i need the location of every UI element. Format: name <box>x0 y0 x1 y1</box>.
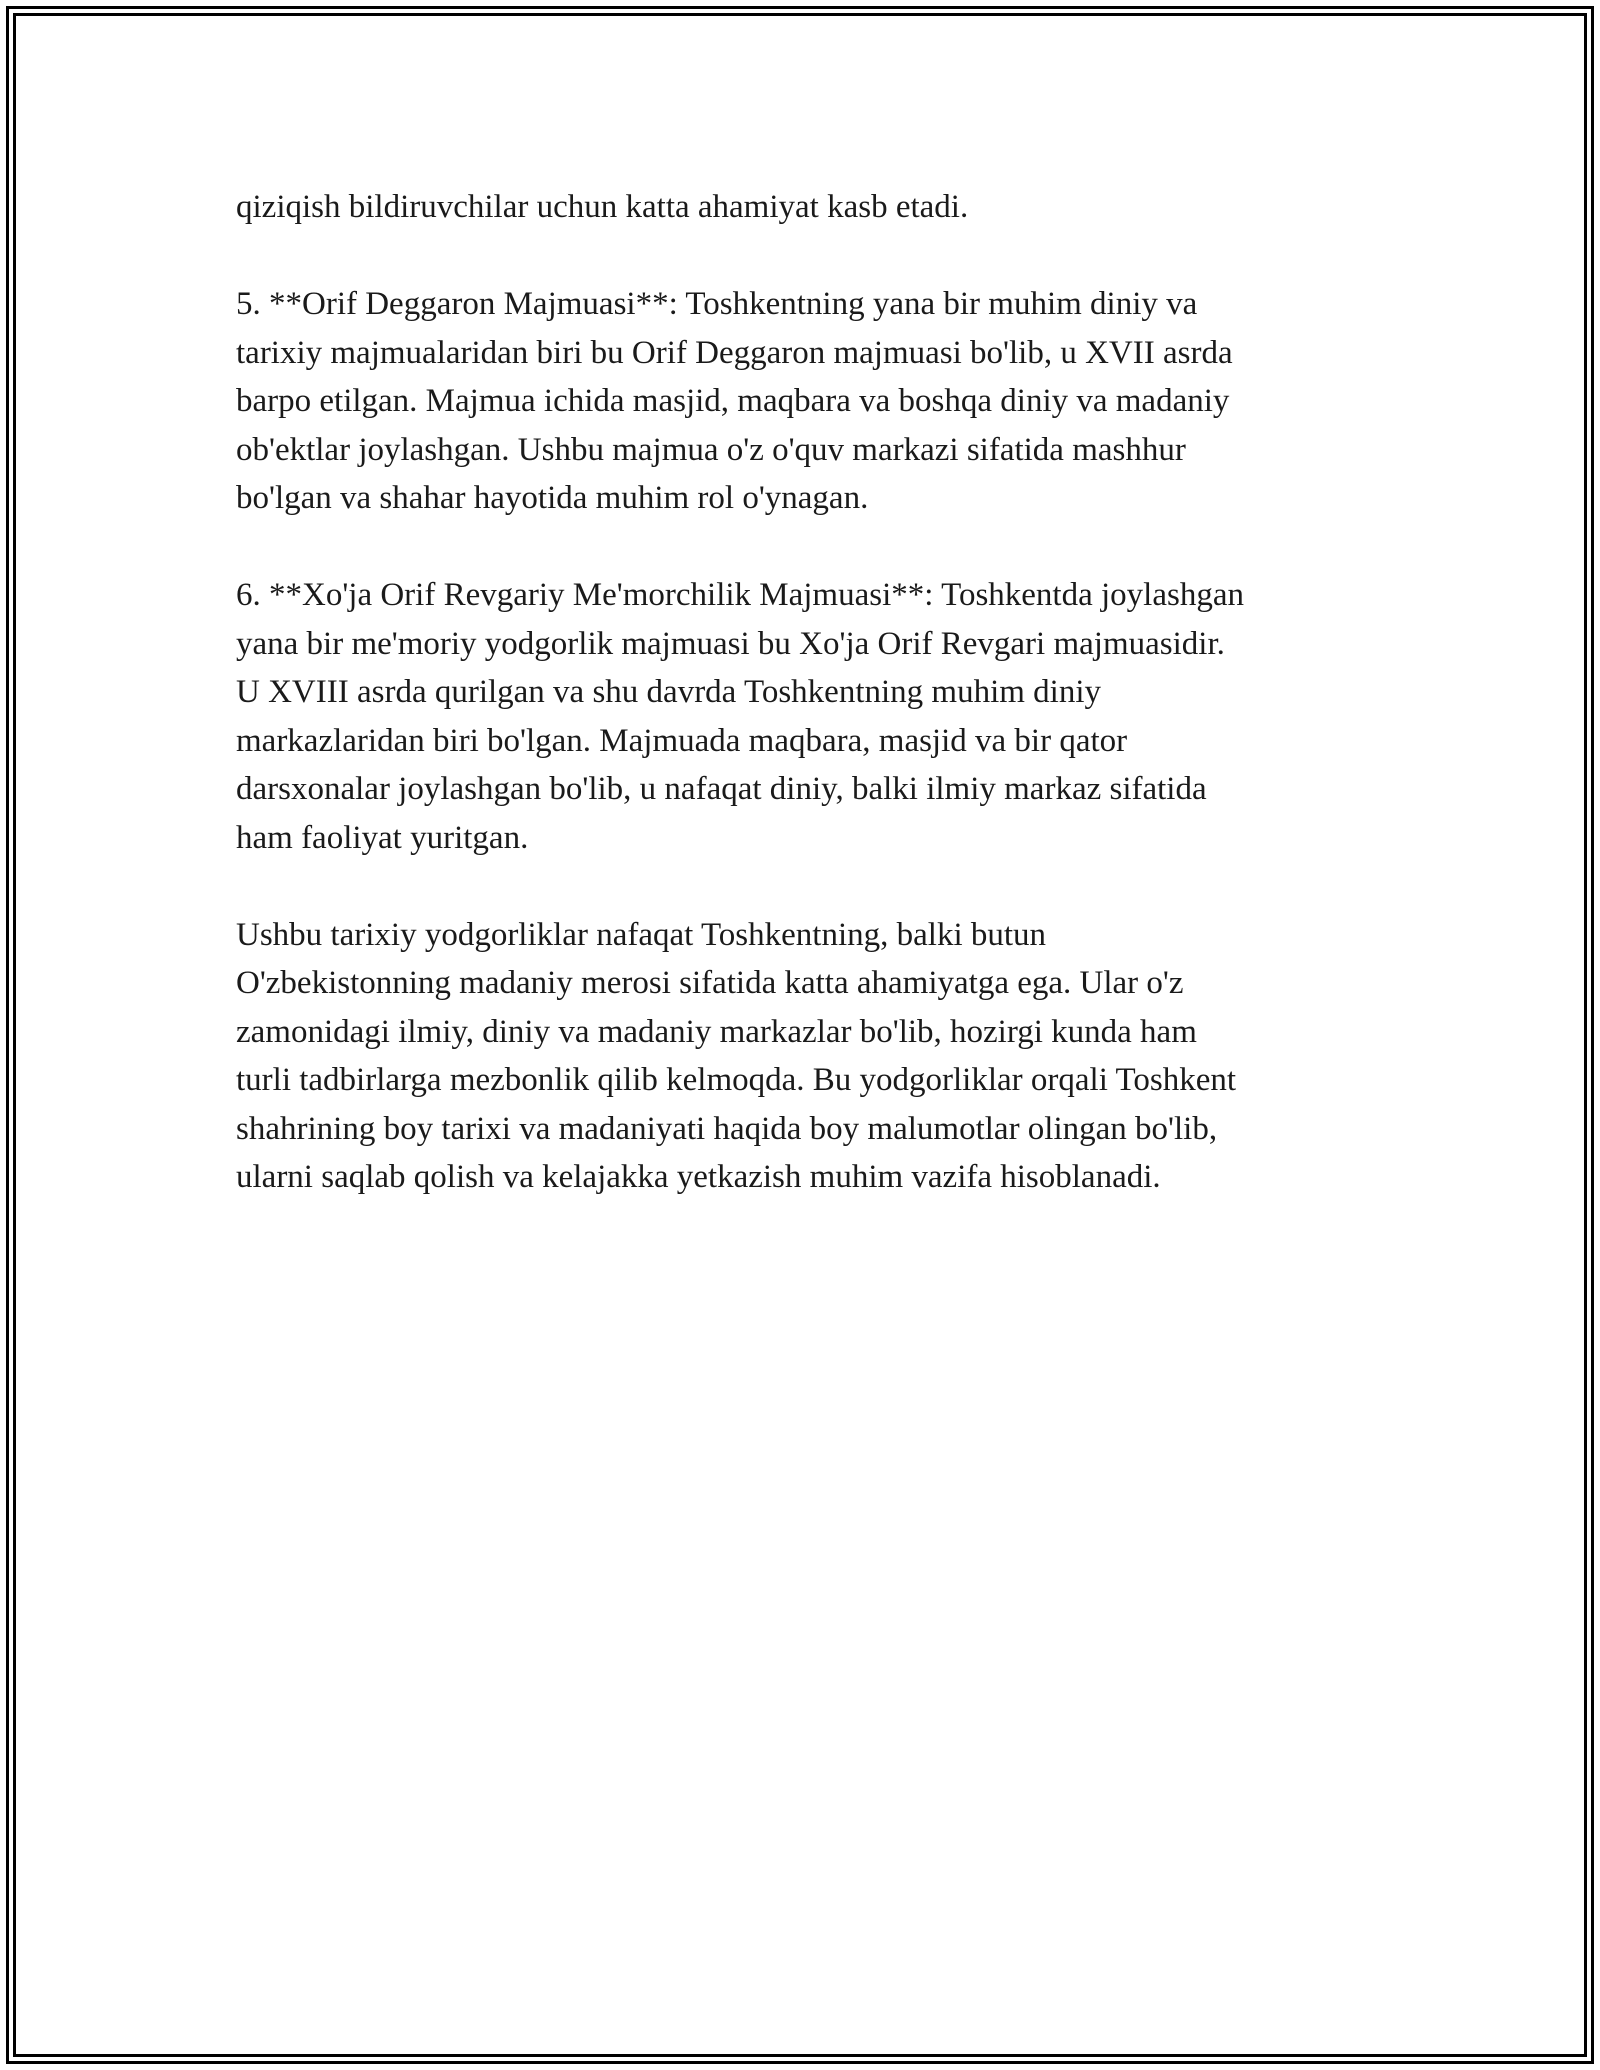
paragraph-continuation: qiziqish bildiruvchilar uchun katta ahamiyat kasb etadi. <box>236 189 969 225</box>
document-body <box>236 183 1376 1250</box>
paragraph-conclusion: Ushbu tarixiy yodgorliklar nafaqat Toshkentning, balki butun O'zbekistonning madaniy merosi sifatida katta ahamiyatga ega. Ular o'z zamonidagi ilmiy, diniy va madaniy markazlar bo'lib, hozirgi kunda ham turli tadbirlarga mezbonlik qilib kelmoqda. Bu yodgorliklar orqali Toshkent shahrining boy tarixi va madaniyati haqida boy malumotlar olingan bo'lib, ularni saqlab qolish va kelajakka yetkazish muhim vazifa hisoblanadi. <box>236 916 1237 1195</box>
paragraph-xoja-orif-revgariy: 6. **Xo'ja Orif Revgariy Me'morchilik Majmuasi**: Toshkentda joylashgan yana bir me'moriy yodgorlik majmuasi bu Xo'ja Orif Revgari majmuasidir. U XVIII asrda qurilgan va shu davrda Toshkentning muhim diniy markazlaridan biri bo'lgan. Majmuada maqbara, masjid va bir qator darsxonalar joylashgan bo'lib, u nafaqat diniy, balki ilmiy markaz sifatida ham faoliyat yuritgan. <box>236 577 1244 856</box>
paragraph-orif-deggaron: 5. **Orif Deggaron Majmuasi**: Toshkentning yana bir muhim diniy va tarixiy majmualaridan biri bu Orif Deggaron majmuasi bo'lib, u XVII asrda barpo etilgan. Majmua ichida masjid, maqbara va boshqa diniy va madaniy ob'ektlar joylashgan. Ushbu majmua o'z o'quv markazi sifatida mashhur bo'lgan va shahar hayotida muhim rol o'ynagan. <box>236 286 1233 516</box>
